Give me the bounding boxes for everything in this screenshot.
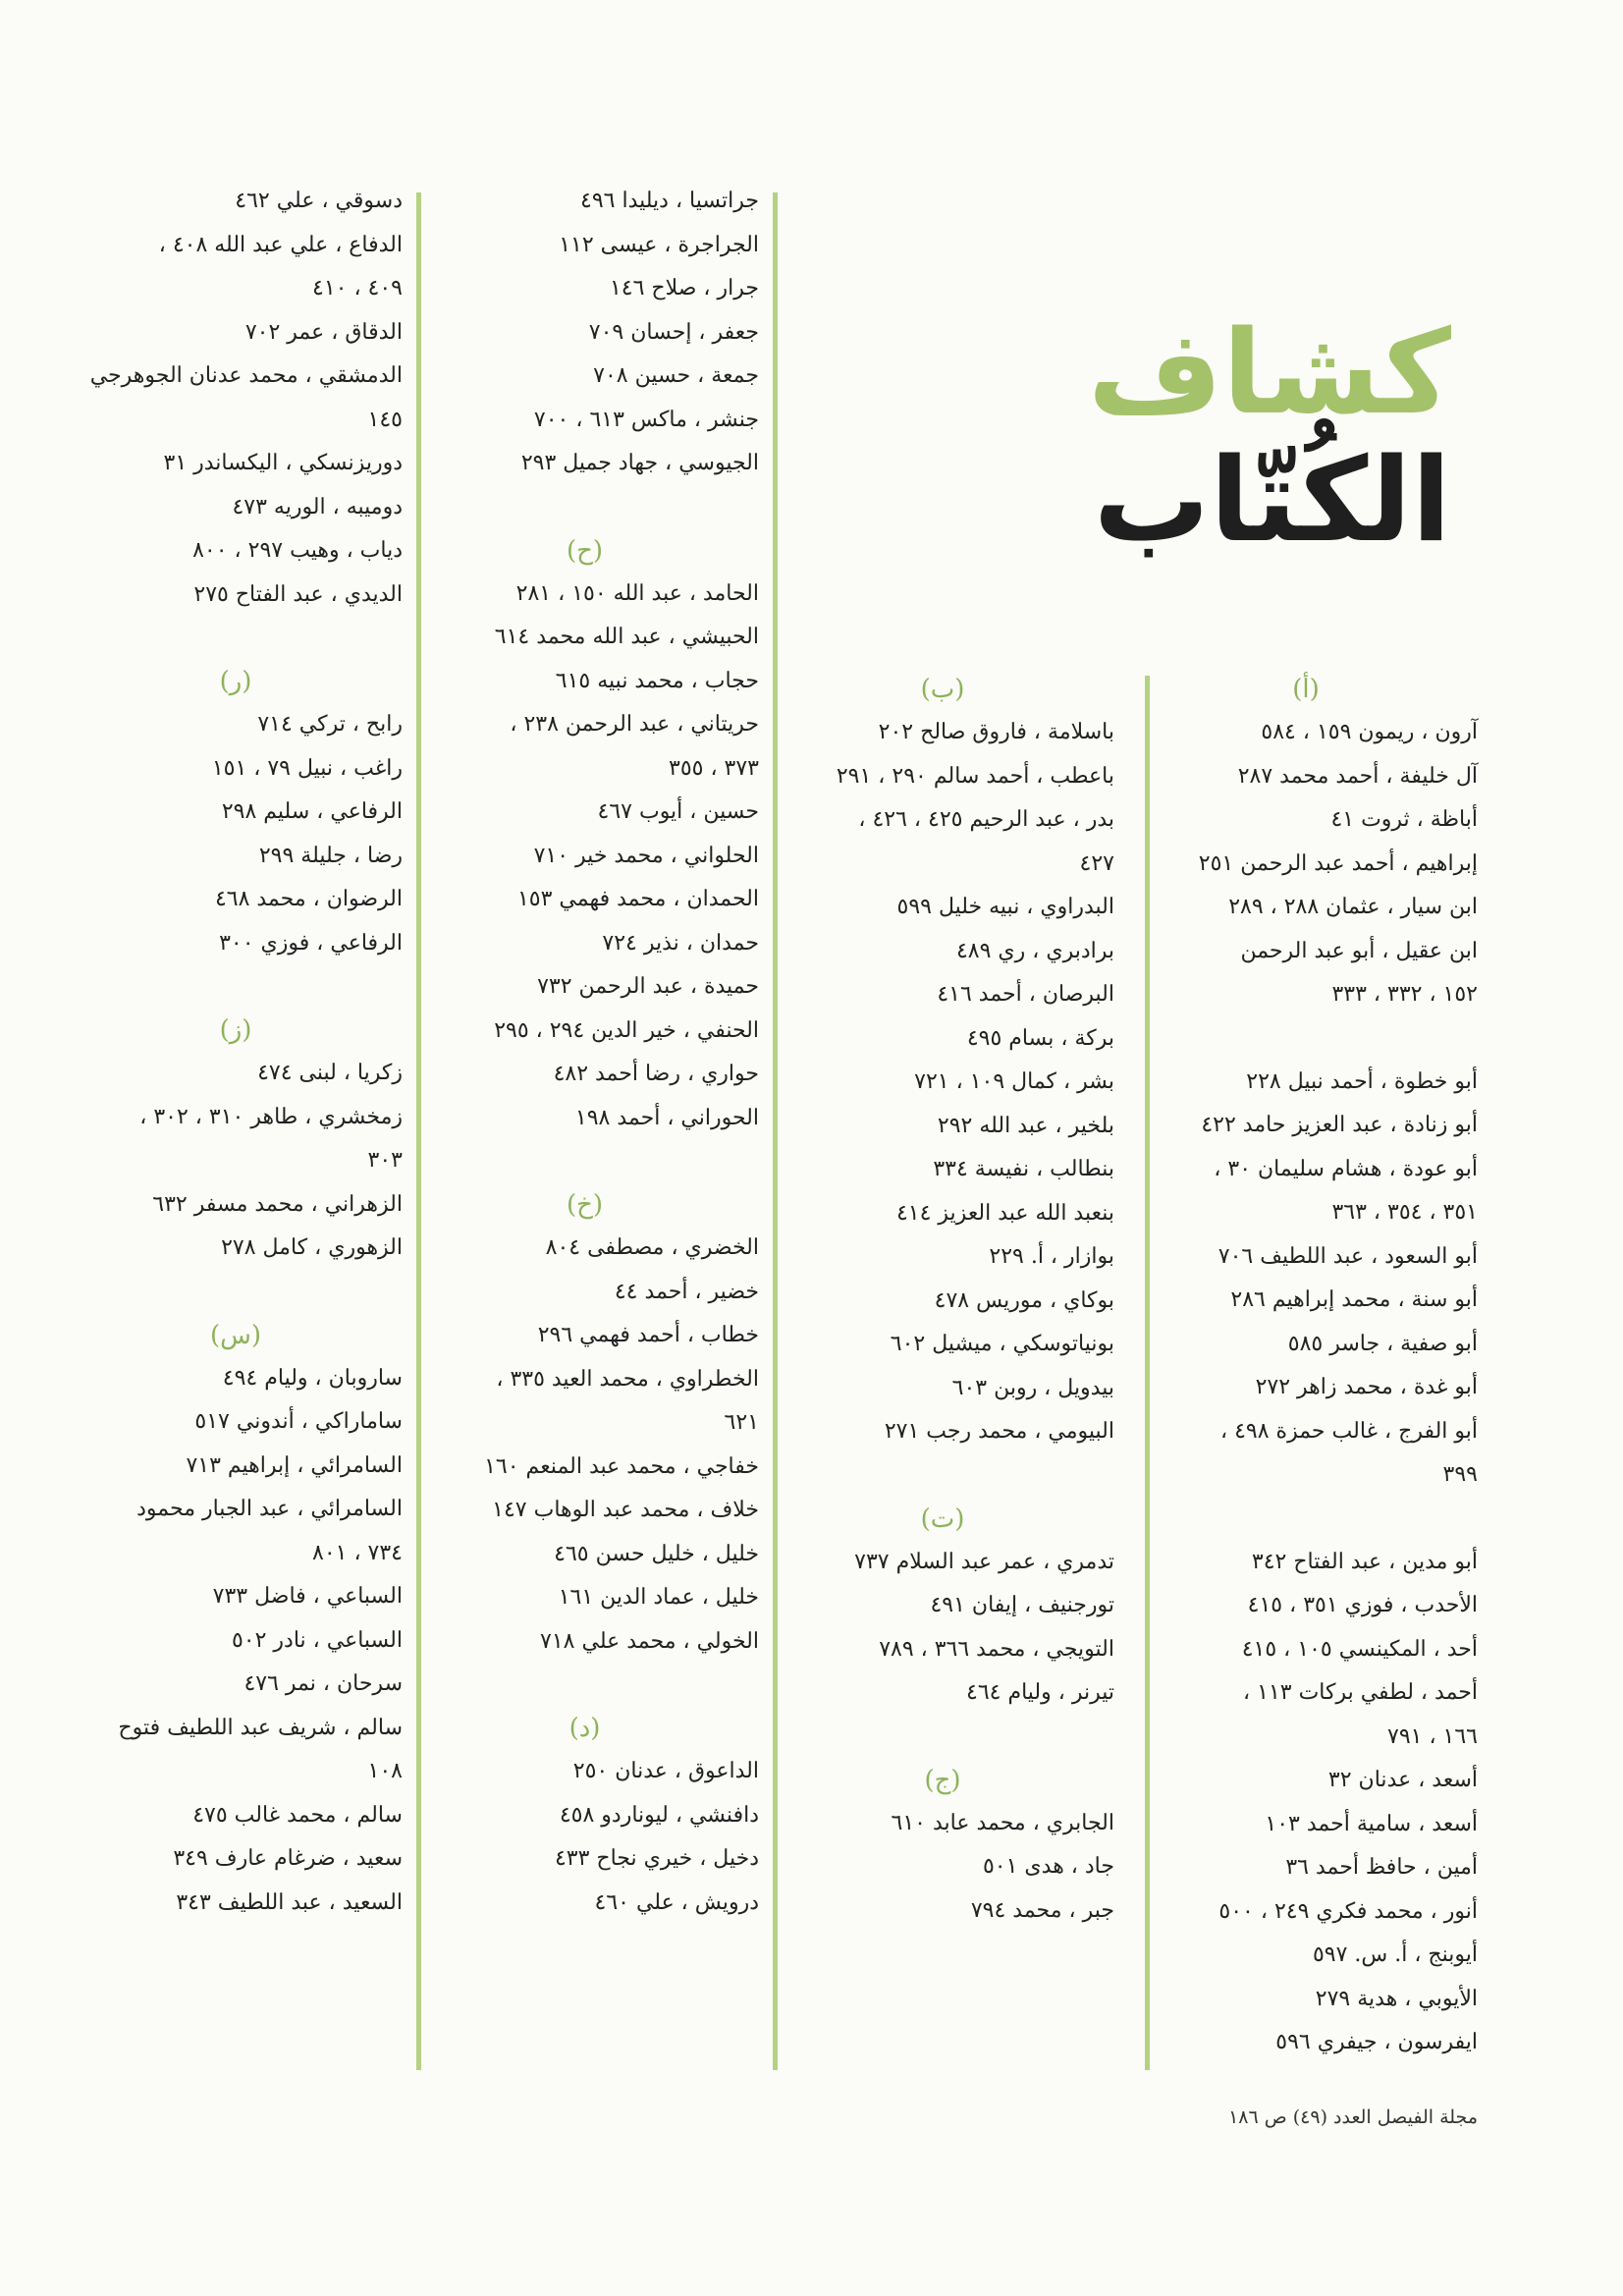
index-entry: التويجي ، محمد ٣٦٦ ، ٧٨٩ bbox=[879, 1636, 1114, 1662]
index-entry: الرفاعي ، سليم ٢٩٨ bbox=[221, 799, 403, 824]
index-entry: خلاف ، محمد عبد الوهاب ١٤٧ bbox=[492, 1498, 759, 1522]
index-entry: الخضري ، مصطفى ٨٠٤ bbox=[545, 1235, 759, 1260]
index-entry: جاد ، هدى ٥٠١ bbox=[982, 1854, 1114, 1879]
index-entry: جراتسيا ، ديليدا ٤٩٦ bbox=[580, 189, 759, 213]
index-entry: ٣٥١ ، ٣٥٤ ، ٣٦٣ bbox=[1331, 1200, 1478, 1225]
index-entry: ٣٠٣ bbox=[367, 1148, 403, 1173]
index-entry: الزهراني ، محمد مسفر ٦٣٢ bbox=[152, 1191, 403, 1217]
index-entry: ساماراكي ، أندوني ٥١٧ bbox=[194, 1409, 403, 1434]
index-entry: الرفاعي ، فوزي ٣٠٠ bbox=[219, 930, 403, 956]
index-entry: برادبري ، ري ٤٨٩ bbox=[955, 938, 1114, 963]
index-entry: أبو عودة ، هشام سليمان ٣٠ ، bbox=[1214, 1156, 1478, 1181]
index-entry: زكريا ، لبنى ٤٧٤ bbox=[257, 1061, 403, 1085]
index-entry: أسعد ، عدنان ٣٢ bbox=[1327, 1768, 1478, 1792]
index-entry: سالم ، شريف عبد اللطيف فتوح bbox=[118, 1715, 403, 1740]
index-entry: بونياتوسكي ، ميشيل ٦٠٢ bbox=[890, 1332, 1114, 1356]
index-entry: خليل ، خليل حسن ٤٦٥ bbox=[554, 1541, 759, 1566]
page-title-line1: كشاف bbox=[1087, 304, 1451, 440]
index-column-4 bbox=[69, 180, 403, 1925]
index-entry: إبراهيم ، أحمد عبد الرحمن ٢٥١ bbox=[1198, 850, 1478, 876]
index-entry: أبو سنة ، محمد إبراهيم ٢٨٦ bbox=[1230, 1287, 1478, 1312]
index-entry: بنعبد الله عبد العزيز ٤١٤ bbox=[895, 1200, 1114, 1226]
index-entry: راغب ، نبيل ٧٩ ، ١٥١ bbox=[211, 755, 403, 781]
index-entry: أسعد ، سامية أحمد ١٠٣ bbox=[1265, 1811, 1478, 1836]
index-entry: ٣٧٣ ، ٣٥٥ bbox=[669, 755, 759, 781]
index-entry: بيدويل ، روبن ٦٠٣ bbox=[951, 1375, 1114, 1400]
index-entry: أبو صفية ، جاسر ٥٨٥ bbox=[1287, 1331, 1478, 1356]
index-entry: حواري ، رضا أحمد ٤٨٢ bbox=[553, 1062, 759, 1086]
index-entry: درويش ، علي ٤٦٠ bbox=[594, 1889, 759, 1915]
index-entry: سعيد ، ضرغام عارف ٣٤٩ bbox=[173, 1846, 403, 1871]
index-entry: الجيوسي ، جهاد جميل ٢٩٣ bbox=[520, 451, 759, 475]
index-entry: الحبيشي ، عبد الله محمد ٦١٤ bbox=[494, 625, 759, 649]
index-entry: دسوقي ، علي ٤٦٢ bbox=[235, 189, 403, 213]
index-entry: السامرائي ، إبراهيم ٧١٣ bbox=[186, 1452, 403, 1478]
index-entry: الديدي ، عبد الفتاح ٢٧٥ bbox=[193, 581, 403, 607]
index-entry: جمعة ، حسين ٧٠٨ bbox=[593, 363, 759, 388]
index-entry: الأيوبي ، هدية ٢٧٩ bbox=[1315, 1986, 1478, 2011]
letter-heading: (أ) bbox=[1292, 675, 1320, 704]
spacer bbox=[69, 617, 403, 660]
letter-heading: (ت) bbox=[920, 1503, 965, 1534]
index-entry: الحنفي ، خير الدين ٢٩٤ ، ٢٩٥ bbox=[494, 1017, 759, 1043]
index-entry: تورجنيف ، إيفان ٤٩١ bbox=[930, 1593, 1114, 1617]
index-entry: بدر ، عبد الرحيم ٤٢٥ ، ٤٢٦ ، bbox=[858, 807, 1114, 832]
index-entry: بركة ، بسام ٤٩٥ bbox=[966, 1025, 1114, 1051]
index-entry: ٤٢٧ bbox=[1079, 850, 1114, 876]
index-entry: أبو السعود ، عبد اللطيف ٧٠٦ bbox=[1217, 1243, 1478, 1269]
page-footer: مجلة الفيصل العدد (٤٩) ص ١٨٦ bbox=[1228, 2106, 1478, 2128]
index-entry: الحمدان ، محمد فهمي ١٥٣ bbox=[516, 887, 759, 911]
spacer bbox=[1134, 1498, 1478, 1541]
index-entry: باسلامة ، فاروق صالح ٢٠٢ bbox=[878, 720, 1114, 744]
index-entry: سالم ، محمد غالب ٤٧٥ bbox=[192, 1802, 403, 1828]
index-entry: الدقاق ، عمر ٧٠٢ bbox=[244, 319, 403, 345]
index-entry: خليل ، عماد الدين ١٦١ bbox=[558, 1585, 759, 1610]
index-entry: رضا ، جليلة ٢٩٩ bbox=[258, 843, 403, 868]
index-column-2 bbox=[771, 668, 1114, 1933]
index-entry: رابح ، تركي ٧١٤ bbox=[257, 712, 403, 737]
index-entry: حمدان ، نذير ٧٢٤ bbox=[602, 930, 759, 956]
spacer bbox=[410, 1664, 759, 1707]
index-entry: الدمشقي ، محمد عدنان الجوهرجي bbox=[89, 363, 403, 388]
index-entry: أبو خطوة ، أحمد نبيل ٢٢٨ bbox=[1246, 1068, 1478, 1094]
index-entry: الداعوق ، عدنان ٢٥٠ bbox=[572, 1759, 759, 1783]
index-entry: ١٦٦ ، ٧٩١ bbox=[1387, 1723, 1478, 1749]
index-entry: خطاب ، أحمد فهمي ٢٩٦ bbox=[537, 1323, 759, 1347]
index-entry: دوريزنسكي ، اليكساندر ٣١ bbox=[163, 451, 403, 475]
index-entry: خضير ، أحمد ٤٤ bbox=[614, 1279, 759, 1304]
index-entry: زمخشري ، طاهر ٣١٠ ، ٣٠٢ ، bbox=[139, 1104, 403, 1129]
index-entry: بشر ، كمال ١٠٩ ، ٧٢١ bbox=[914, 1069, 1114, 1094]
index-entry: بوكاي ، موريس ٤٧٨ bbox=[934, 1287, 1114, 1313]
index-entry: آل خليفة ، أحمد محمد ٢٨٧ bbox=[1237, 763, 1478, 789]
index-entry: ٤٠٩ ، ٤١٠ bbox=[312, 276, 403, 301]
index-entry: البيومي ، محمد رجب ٢٧١ bbox=[884, 1419, 1114, 1444]
index-entry: الحامد ، عبد الله ١٥٠ ، ٢٨١ bbox=[515, 580, 759, 606]
index-entry: ابن عقيل ، أبو عبد الرحمن bbox=[1240, 938, 1478, 963]
index-entry: ايفرسون ، جيفري ٥٩٦ bbox=[1275, 2030, 1478, 2054]
index-entry: ١٤٥ bbox=[367, 407, 403, 432]
index-entry: تدمري ، عمر عبد السلام ٧٣٧ bbox=[854, 1549, 1114, 1574]
spacer bbox=[1134, 1017, 1478, 1061]
index-entry: أنور ، محمد فكري ٢٤٩ ، ٥٠٠ bbox=[1218, 1898, 1478, 1924]
index-entry: أبو الفرج ، غالب حمزة ٤٩٨ ، bbox=[1220, 1418, 1478, 1444]
index-entry: حريتاني ، عبد الرحمن ٢٣٨ ، bbox=[510, 712, 759, 737]
index-entry: ٧٣٤ ، ٨٠١ bbox=[312, 1540, 403, 1565]
spacer bbox=[410, 486, 759, 529]
index-entry: سرحان ، نمر ٤٧٦ bbox=[243, 1671, 403, 1696]
spacer bbox=[69, 965, 403, 1009]
index-entry: الخولي ، محمد علي ٧١٨ bbox=[540, 1628, 759, 1654]
index-entry: حجاب ، محمد نبيه ٦١٥ bbox=[555, 668, 759, 693]
index-entry: الجراجرة ، عيسى ١١٢ bbox=[559, 232, 759, 257]
letter-heading: (ز) bbox=[219, 1015, 252, 1045]
index-entry: الأحدب ، فوزي ٣٥١ ، ٤١٥ bbox=[1247, 1593, 1478, 1617]
index-entry: أباظة ، ثروت ٤١ bbox=[1330, 807, 1478, 832]
index-entry: الدفاع ، علي عبد الله ٤٠٨ ، bbox=[158, 232, 403, 257]
index-entry: أمين ، حافظ أحمد ٣٦ bbox=[1285, 1855, 1478, 1880]
index-entry: أحد ، المكينسي ١٠٥ ، ٤١٥ bbox=[1241, 1636, 1478, 1662]
index-entry: أبو زنادة ، عبد العزيز حامد ٤٢٢ bbox=[1201, 1113, 1478, 1137]
spacer bbox=[410, 1140, 759, 1183]
index-entry: جرار ، صلاح ١٤٦ bbox=[609, 276, 759, 301]
index-entry: ٣٩٩ bbox=[1442, 1462, 1478, 1487]
spacer bbox=[771, 1454, 1114, 1498]
index-entry: أبو مدين ، عبد الفتاح ٣٤٢ bbox=[1251, 1549, 1478, 1574]
index-entry: الحلواني ، محمد خير ٧١٠ bbox=[533, 843, 759, 868]
letter-heading: (س) bbox=[209, 1320, 262, 1350]
index-entry: دخيل ، خيري نجاح ٤٣٣ bbox=[554, 1846, 759, 1871]
index-entry: الرضوان ، محمد ٤٦٨ bbox=[214, 887, 403, 911]
index-entry: حميدة ، عبد الرحمن ٧٣٢ bbox=[537, 974, 759, 999]
index-entry: بلخير ، عبد الله ٢٩٢ bbox=[937, 1113, 1114, 1138]
spacer bbox=[771, 1716, 1114, 1759]
index-entry: دياب ، وهيب ٢٩٧ ، ٨٠٠ bbox=[192, 538, 403, 563]
index-entry: جنشر ، ماكس ٦١٣ ، ٧٠٠ bbox=[533, 407, 759, 432]
spacer bbox=[69, 1271, 403, 1314]
index-entry: حسين ، أيوب ٤٦٧ bbox=[597, 799, 759, 824]
index-entry: جعفر ، إحسان ٧٠٩ bbox=[588, 319, 759, 345]
index-entry: أيوبنج ، أ. س. ٥٩٧ bbox=[1312, 1942, 1478, 1967]
index-entry: ابن سيار ، عثمان ٢٨٨ ، ٢٨٩ bbox=[1228, 895, 1478, 919]
index-entry: آرون ، ريمون ١٥٩ ، ٥٨٤ bbox=[1261, 720, 1478, 744]
index-entry: الجابري ، محمد عابد ٦١٠ bbox=[891, 1810, 1114, 1835]
index-entry: السامرائي ، عبد الجبار محمود bbox=[136, 1497, 403, 1521]
index-entry: الخطراوي ، محمد العيد ٣٣٥ ، bbox=[496, 1366, 759, 1392]
index-entry: دافنشي ، ليوناردو ٤٥٨ bbox=[559, 1802, 759, 1828]
index-entry: الزهوري ، كامل ٢٧٨ bbox=[221, 1235, 403, 1260]
index-entry: السباعي ، فاضل ٧٣٣ bbox=[212, 1584, 403, 1609]
index-entry: ساروبان ، وليام ٤٩٤ bbox=[222, 1365, 403, 1391]
letter-heading: (ح) bbox=[566, 535, 604, 566]
page-title-line2: الكُتّاب bbox=[1093, 432, 1451, 568]
index-entry: البدراوي ، نبيه خليل ٥٩٩ bbox=[896, 895, 1114, 919]
index-entry: بنطالب ، نفيسة ٣٣٤ bbox=[933, 1157, 1114, 1181]
index-entry: البرصان ، أحمد ٤١٦ bbox=[937, 982, 1114, 1007]
index-entry: بوازار ، أ. ٢٢٩ bbox=[989, 1244, 1114, 1269]
index-column-1 bbox=[1134, 668, 1478, 2065]
index-entry: خفاجي ، محمد عبد المنعم ١٦٠ bbox=[484, 1453, 759, 1479]
letter-heading: (د) bbox=[568, 1714, 601, 1743]
index-entry: تيرنر ، وليام ٤٦٤ bbox=[966, 1680, 1114, 1705]
index-entry: الحوراني ، أحمد ١٩٨ bbox=[574, 1105, 759, 1130]
index-column-3 bbox=[410, 180, 759, 1925]
index-entry: دوميبه ، الوريه ٤٧٣ bbox=[232, 494, 403, 519]
index-entry: ١٠٨ bbox=[367, 1759, 403, 1783]
letter-heading: (ر) bbox=[219, 667, 252, 696]
index-entry: ٦٢١ bbox=[724, 1410, 759, 1435]
letter-heading: (ب) bbox=[920, 675, 965, 704]
index-entry: السباعي ، نادر ٥٠٢ bbox=[231, 1627, 403, 1653]
index-entry: ١٥٢ ، ٣٣٢ ، ٣٣٣ bbox=[1331, 982, 1478, 1007]
index-entry: باعطب ، أحمد سالم ٢٩٠ ، ٢٩١ bbox=[836, 763, 1114, 789]
index-entry: أبو غدة ، محمد زاهر ٢٧٢ bbox=[1255, 1375, 1478, 1399]
index-entry: أحمد ، لطفي بركات ١١٣ ، bbox=[1243, 1680, 1478, 1705]
letter-heading: (ج) bbox=[924, 1765, 961, 1795]
index-entry: جبر ، محمد ٧٩٤ bbox=[970, 1897, 1114, 1923]
letter-heading: (خ) bbox=[566, 1190, 604, 1220]
index-entry: السعيد ، عبد اللطيف ٣٤٣ bbox=[176, 1889, 403, 1915]
